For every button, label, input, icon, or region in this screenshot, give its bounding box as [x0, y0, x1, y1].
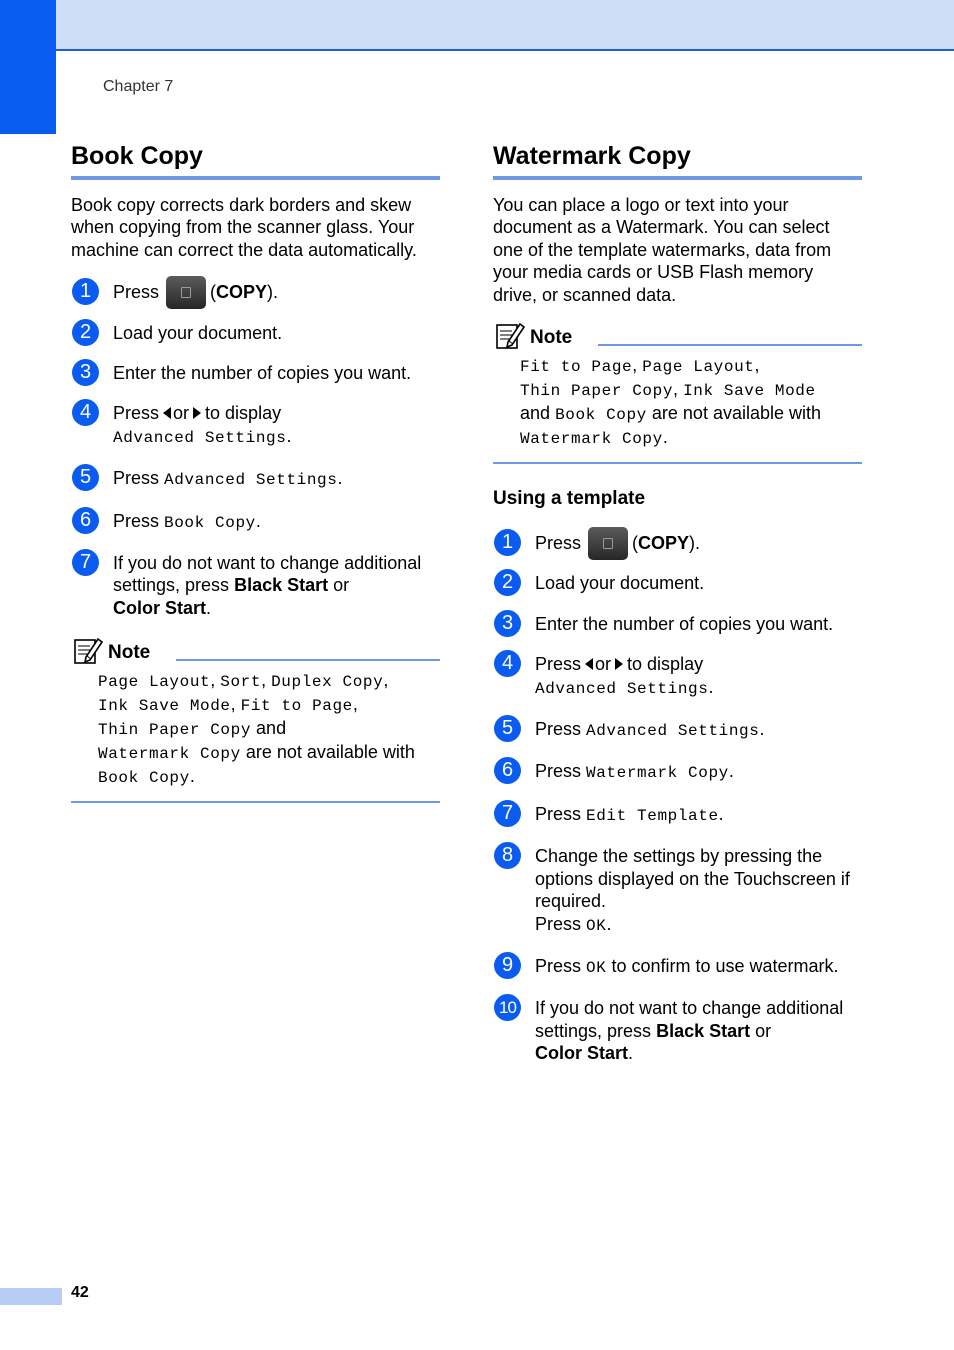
- menu-item-text: Advanced Settings: [164, 471, 338, 490]
- not-available-text: are not available with: [651, 403, 822, 424]
- step-number: 5: [72, 464, 99, 491]
- not-available-text: are not available with: [245, 742, 415, 763]
- period: .: [728, 761, 734, 782]
- copy-label: COPY: [638, 533, 690, 554]
- watermark-copy-section: [493, 140, 862, 1065]
- note-pencil-icon: [73, 637, 103, 665]
- step-text: Press: [535, 761, 582, 782]
- note-item: Page Layout: [98, 673, 211, 692]
- period: .: [718, 803, 724, 824]
- ok-label: OK: [586, 916, 607, 935]
- copy-button-icon: [588, 527, 628, 560]
- step-7: [71, 552, 440, 619]
- note-item: Book Copy: [98, 769, 190, 788]
- paren-open: (: [210, 282, 217, 303]
- black-start-label: Black Start: [234, 575, 329, 596]
- comma: ,: [230, 694, 236, 715]
- right-arrow-icon: [193, 407, 201, 419]
- step-4: [493, 653, 862, 700]
- header-bar: [0, 0, 954, 51]
- step-text: Press: [535, 533, 582, 554]
- step-2: [493, 572, 862, 594]
- left-arrow-icon: [585, 658, 593, 670]
- to-display-text: to display: [205, 403, 282, 424]
- step-number: 9: [494, 952, 521, 979]
- or-text: or: [173, 403, 190, 424]
- section-title: Watermark Copy: [493, 140, 862, 180]
- step-text: Change the settings by pressing the options displayed on the Touchscreen if required.: [535, 846, 850, 912]
- step-text: If you do not want to change additional settings, press: [535, 998, 844, 1041]
- menu-item-text: Book Copy: [164, 513, 256, 532]
- step-list: [493, 532, 862, 1065]
- step-number: 3: [494, 610, 521, 637]
- note-divider: [176, 659, 440, 661]
- note-item: Page Layout: [642, 358, 755, 377]
- period: .: [337, 468, 343, 489]
- comma: ,: [673, 379, 679, 400]
- note-item: Duplex Copy: [271, 673, 384, 692]
- step-number: 5: [494, 715, 521, 742]
- step-text: Enter the number of copies you want.: [535, 613, 834, 634]
- step-3: [493, 613, 862, 635]
- left-arrow-icon: [163, 407, 171, 419]
- step-number: 7: [494, 800, 521, 827]
- page-number: 42: [71, 1284, 89, 1301]
- and-text: and: [256, 718, 287, 739]
- press-text: Press: [535, 913, 582, 934]
- note-item: Thin Paper Copy: [98, 721, 252, 740]
- step-text: If you do not want to change additional settings, press: [113, 553, 422, 596]
- paren-close: ).: [267, 282, 279, 303]
- intro-paragraph: You can place a logo or text into your document as a Watermark. You can select one of the template watermarks, data from your media cards or USB Flash memory drive, or scanned data.: [493, 195, 832, 305]
- or-text: or: [595, 654, 612, 675]
- page-number-bar: [0, 1288, 62, 1305]
- step-number: 10: [494, 994, 521, 1021]
- chapter-label: Chapter 7: [103, 78, 174, 95]
- color-start-label: Color Start: [113, 597, 207, 618]
- step-10: [493, 997, 862, 1064]
- step-number: 2: [494, 569, 521, 596]
- or-text: or: [755, 1020, 772, 1041]
- note-item: Watermark Copy: [98, 745, 241, 764]
- note-label: Note: [108, 642, 151, 664]
- note-item: Book Copy: [555, 406, 647, 425]
- period: .: [628, 1043, 634, 1064]
- step-number: 7: [72, 549, 99, 576]
- step-8: [493, 845, 862, 937]
- step-6: [71, 510, 440, 534]
- note-box: [71, 637, 440, 803]
- step-3: [71, 362, 440, 384]
- step-text: Press: [113, 282, 160, 303]
- step-number: 2: [72, 319, 99, 346]
- note-item: Watermark Copy: [520, 430, 663, 449]
- note-item: Fit to Page: [240, 697, 353, 716]
- color-start-label: Color Start: [535, 1043, 629, 1064]
- book-copy-section: [71, 140, 440, 803]
- period: .: [206, 597, 212, 618]
- step-text: Press: [535, 803, 582, 824]
- note-item: Ink Save Mode: [98, 697, 231, 716]
- step-text: Press: [535, 955, 582, 976]
- comma: ,: [632, 355, 638, 376]
- or-text: or: [333, 575, 350, 596]
- menu-item-text: Watermark Copy: [586, 764, 729, 783]
- menu-item-text: Advanced Settings: [535, 679, 709, 698]
- step-text: Load your document.: [113, 322, 283, 343]
- step-number: 3: [72, 359, 99, 386]
- step-text: Press: [535, 719, 582, 740]
- and-text: and: [520, 403, 551, 424]
- to-display-text: to display: [627, 654, 704, 675]
- right-arrow-icon: [615, 658, 623, 670]
- chapter-tab: [0, 0, 56, 134]
- step-list: [71, 281, 440, 619]
- period: .: [286, 425, 292, 446]
- copy-label: COPY: [216, 282, 268, 303]
- note-item: Fit to Page: [520, 358, 633, 377]
- period: .: [662, 427, 668, 448]
- note-text: [98, 669, 440, 789]
- step-number: 4: [494, 650, 521, 677]
- step-number: 1: [494, 529, 521, 556]
- step-number: 4: [72, 399, 99, 426]
- step-6: [493, 760, 862, 784]
- menu-item-text: Advanced Settings: [113, 428, 287, 447]
- note-header: [493, 322, 862, 352]
- step-text: Load your document.: [535, 573, 705, 594]
- step-text: Press: [113, 510, 160, 531]
- section-title: Book Copy: [71, 140, 440, 180]
- comma: ,: [261, 670, 267, 691]
- step-text: Press: [113, 468, 160, 489]
- step-number: 8: [494, 842, 521, 869]
- note-text: [520, 354, 862, 450]
- menu-item-text: Advanced Settings: [586, 722, 760, 741]
- comma: ,: [352, 694, 358, 715]
- step-9: [493, 955, 862, 979]
- step-2: [71, 322, 440, 344]
- period: .: [708, 676, 714, 697]
- copy-button-icon: [166, 276, 206, 309]
- note-pencil-icon: [495, 322, 525, 350]
- step-1: [493, 532, 862, 554]
- step-5: [71, 467, 440, 491]
- period: .: [606, 913, 612, 934]
- period: .: [759, 719, 765, 740]
- step-text: Enter the number of copies you want.: [113, 363, 412, 384]
- step-text: Press: [113, 403, 160, 424]
- step-7: [493, 803, 862, 827]
- period: .: [189, 766, 195, 787]
- step-4: [71, 402, 440, 449]
- step-number: 6: [72, 507, 99, 534]
- step-text: Press: [535, 654, 582, 675]
- comma: ,: [210, 670, 216, 691]
- step-rest-text: to confirm to use watermark.: [611, 955, 839, 976]
- note-header: [71, 637, 440, 667]
- paren-open: (: [632, 533, 639, 554]
- step-5: [493, 718, 862, 742]
- note-item: Ink Save Mode: [683, 382, 816, 401]
- period: .: [255, 510, 261, 531]
- comma: ,: [754, 355, 760, 376]
- ok-label: OK: [586, 958, 607, 977]
- note-item: Sort: [220, 673, 262, 692]
- note-label: Note: [530, 327, 573, 349]
- comma: ,: [383, 670, 389, 691]
- intro-paragraph: Book copy corrects dark borders and skew when copying from the scanner glass. Your machine can correct the data automatically.: [71, 195, 417, 260]
- step-number: 1: [72, 278, 99, 305]
- subheading: Using a template: [493, 488, 646, 510]
- note-divider: [598, 344, 862, 346]
- step-number: 6: [494, 757, 521, 784]
- note-box: [493, 322, 862, 464]
- menu-item-text: Edit Template: [586, 806, 719, 825]
- paren-close: ).: [689, 533, 701, 554]
- step-1: [71, 281, 440, 303]
- black-start-label: Black Start: [656, 1020, 751, 1041]
- note-item: Thin Paper Copy: [520, 382, 674, 401]
